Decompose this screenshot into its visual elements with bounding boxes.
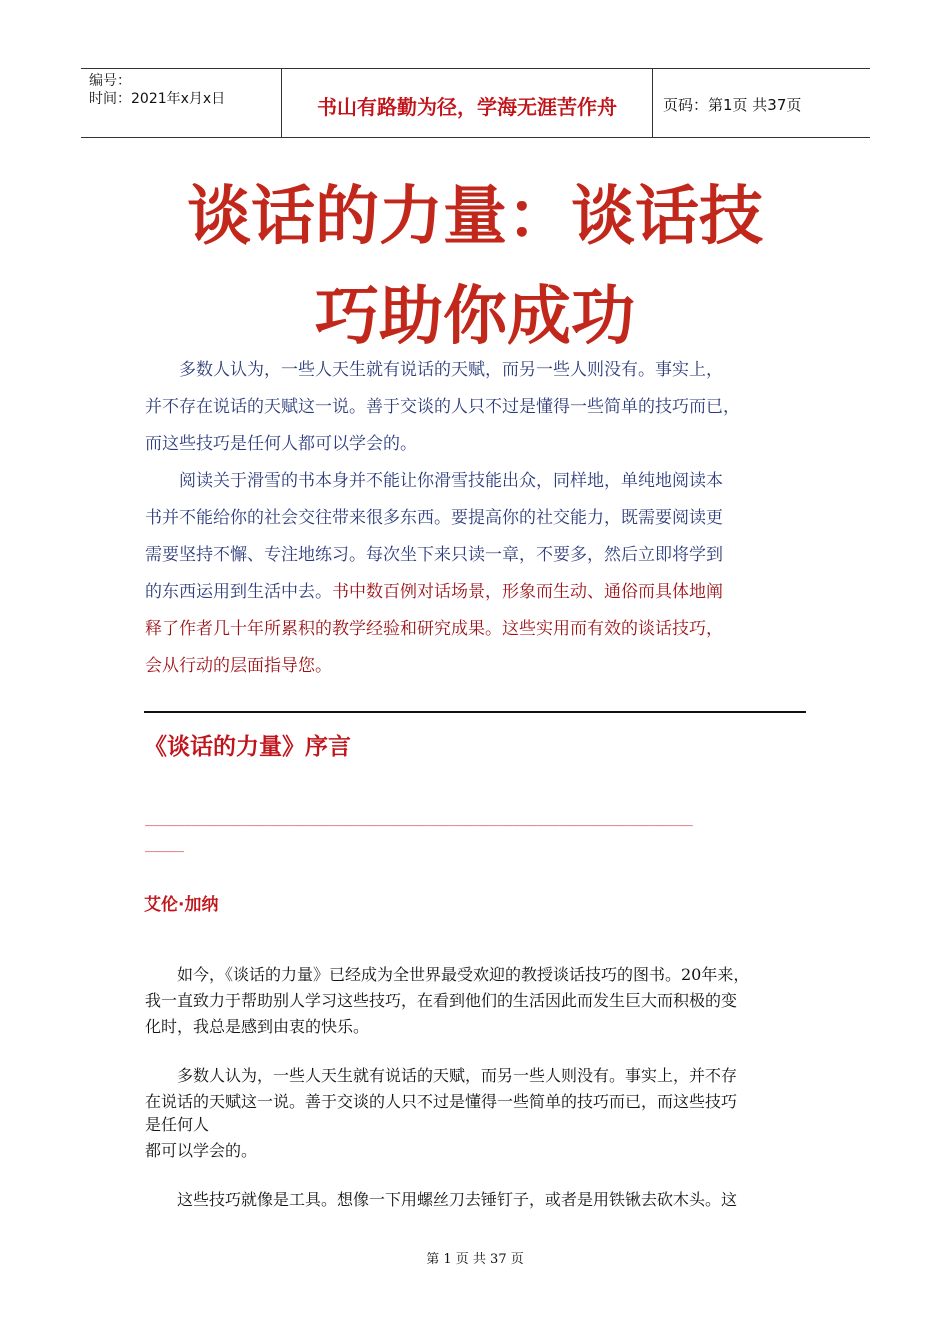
intro-line-6: 需要坚持不懈、专注地练习。每次坐下来只读一章，不要多，然后立即将学到 <box>145 545 723 565</box>
intro-line-5: 书并不能给你的社会交往带来很多东西。要提高你的社交能力，既需要阅读更 <box>145 508 723 528</box>
body-p1-line-3: 化时，我总是感到由衷的快乐。 <box>145 1017 370 1036</box>
intro-line-2: 并不存在说话的天赋这一说。善于交谈的人只不过是懂得一些简单的技巧而已， <box>145 397 740 417</box>
page-info: 页码：第1页 共37页 <box>663 96 802 114</box>
body-p2-line-2: 在说话的天赋这一说。善于交谈的人只不过是懂得一些简单的技巧而已，而这些技巧 <box>145 1092 738 1111</box>
author-name: 艾伦·加纳 <box>144 895 219 915</box>
intro-line-4: 阅读关于滑雪的书本身并不能让你滑雪技能出众，同样地，单纯地阅读本 <box>145 471 723 491</box>
section-divider <box>144 711 806 713</box>
dash-line-1: ______________________________________________________________________ <box>145 812 693 827</box>
body-p3-line-1: 这些技巧就像是工具。想像一下用螺丝刀去锤钉子，或者是用铁锹去砍木头。这 <box>145 1190 738 1209</box>
header-meta-cell <box>81 69 282 137</box>
header-table <box>81 68 870 138</box>
body-p2-line-4: 都可以学会的。 <box>145 1141 258 1160</box>
intro-line-7-red: 书中数百例对话场景，形象而生动、通俗而具体地阐 <box>332 582 723 602</box>
body-p2-line-3: 是任何人 <box>145 1115 210 1134</box>
intro-line-3: 而这些技巧是任何人都可以学会的。 <box>145 434 417 454</box>
body-p1-line-1: 如今，《谈话的力量》已经成为全世界最受欢迎的教授谈话技巧的图书。20年来， <box>145 965 750 984</box>
section-heading: 《谈话的力量》序言 <box>144 733 351 760</box>
intro-line-1: 多数人认为，一些人天生就有说话的天赋，而另一些人则没有。事实上， <box>145 360 723 380</box>
title-line-2: 巧助你成功 <box>315 279 635 354</box>
time-label: 时间：2021年x月x日 <box>89 91 226 107</box>
body-p2-line-1: 多数人认为，一些人天生就有说话的天赋，而另一些人则没有。事实上，并不存 <box>145 1066 738 1085</box>
number-label: 编号： <box>89 73 131 89</box>
intro-line-7 <box>145 574 810 611</box>
title-line-1: 谈话的力量：谈话技 <box>187 179 763 254</box>
body-p1-line-2: 我一直致力于帮助别人学习这些技巧，在看到他们的生活因此而发生巨大而积极的变 <box>145 991 738 1010</box>
intro-red-line-2: 会从行动的层面指导您。 <box>145 656 332 676</box>
header-page-cell <box>653 69 870 137</box>
header-motto-cell <box>282 69 653 137</box>
motto: 书山有路勤为径，学海无涯苦作舟 <box>317 95 617 119</box>
intro-red-line-1: 释了作者几十年所累积的教学经验和研究成果。这些实用而有效的谈话技巧， <box>145 619 723 639</box>
page-footer: 第 1 页 共 37 页 <box>426 1252 524 1267</box>
intro-line-7-blue: 的东西运用到生活中去。 <box>145 582 332 602</box>
dash-line-2: _____ <box>145 838 185 853</box>
